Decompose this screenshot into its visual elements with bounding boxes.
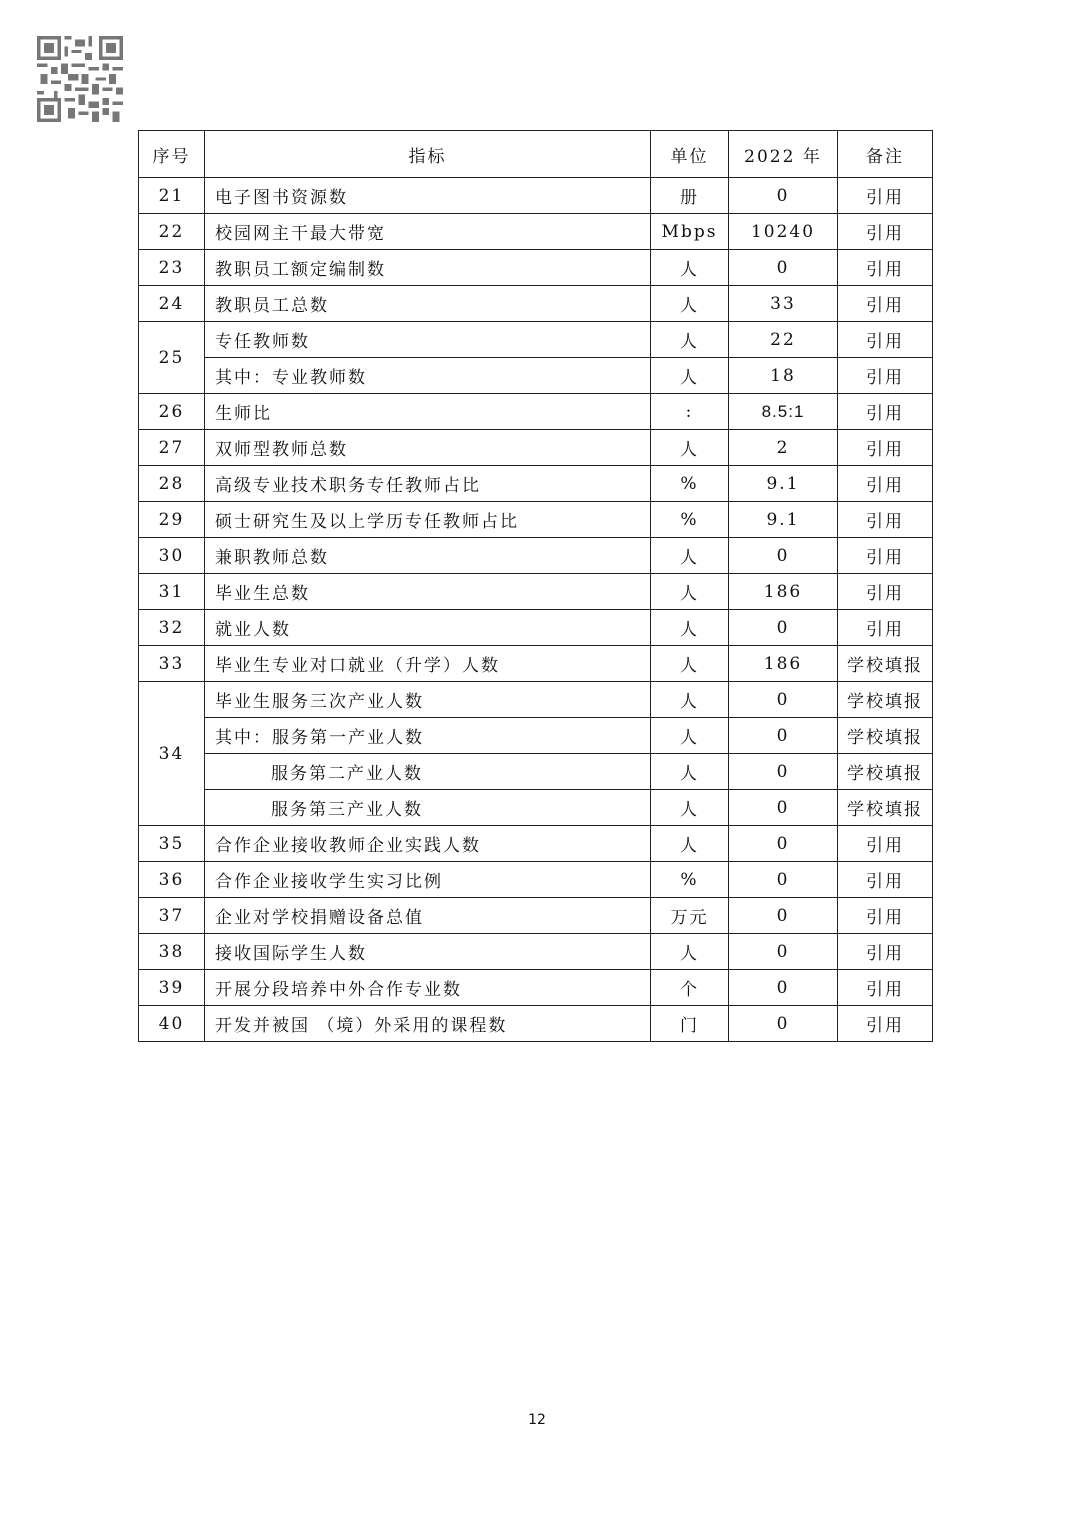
row-value: 0	[729, 718, 838, 754]
page-number: 12	[528, 1412, 546, 1428]
row-no: 36	[139, 862, 205, 898]
row-note: 引用	[838, 466, 933, 502]
table-row	[139, 862, 933, 898]
row-unit: 人	[651, 826, 729, 862]
row-note: 引用	[838, 898, 933, 934]
row-no: 35	[139, 826, 205, 862]
row-value: 0	[729, 250, 838, 286]
row-no: 38	[139, 934, 205, 970]
row-value: 9.1	[729, 502, 838, 538]
row-unit: 人	[651, 682, 729, 718]
row-value: 0	[729, 970, 838, 1006]
table-row	[139, 394, 933, 430]
row-unit: %	[651, 862, 729, 898]
row-indicator: 毕业生总数	[205, 574, 651, 610]
row-value: 33	[729, 286, 838, 322]
row-unit: 人	[651, 718, 729, 754]
row-note: 学校填报	[838, 718, 933, 754]
row-note: 引用	[838, 430, 933, 466]
table-row	[139, 322, 933, 358]
row-indicator: 就业人数	[205, 610, 651, 646]
row-indicator: 硕士研究生及以上学历专任教师占比	[205, 502, 651, 538]
row-no: 25	[139, 322, 205, 394]
table-row	[139, 682, 933, 718]
row-indicator: 专任教师数	[205, 322, 651, 358]
table-row	[139, 646, 933, 682]
row-indicator: 校园网主干最大带宽	[205, 214, 651, 250]
row-indicator: 双师型教师总数	[205, 430, 651, 466]
row-value: 2	[729, 430, 838, 466]
row-no: 21	[139, 178, 205, 214]
row-unit: 人	[651, 322, 729, 358]
row-indicator: 合作企业接收教师企业实践人数	[205, 826, 651, 862]
row-note: 引用	[838, 826, 933, 862]
row-note: 引用	[838, 1006, 933, 1042]
header-year: 2022 年	[729, 131, 838, 178]
row-value: 186	[729, 574, 838, 610]
row-value: 0	[729, 862, 838, 898]
table-row	[139, 358, 933, 394]
row-note: 引用	[838, 286, 933, 322]
row-value: 10240	[729, 214, 838, 250]
row-note: 学校填报	[838, 682, 933, 718]
table-row	[139, 718, 933, 754]
table-row	[139, 214, 933, 250]
row-indicator: 企业对学校捐赠设备总值	[205, 898, 651, 934]
row-unit: 册	[651, 178, 729, 214]
row-unit: 人	[651, 538, 729, 574]
row-no: 24	[139, 286, 205, 322]
row-note: 学校填报	[838, 790, 933, 826]
row-no: 32	[139, 610, 205, 646]
row-note: 引用	[838, 214, 933, 250]
header-unit: 单位	[651, 131, 729, 178]
row-note: 引用	[838, 538, 933, 574]
row-indicator: 服务第二产业人数	[205, 754, 651, 790]
table-row	[139, 286, 933, 322]
header-no: 序号	[139, 131, 205, 178]
row-unit: 人	[651, 358, 729, 394]
table-row	[139, 466, 933, 502]
row-value: 0	[729, 790, 838, 826]
row-indicator: 高级专业技术职务专任教师占比	[205, 466, 651, 502]
row-value: 0	[729, 934, 838, 970]
table-row	[139, 934, 933, 970]
table-row	[139, 826, 933, 862]
row-no: 31	[139, 574, 205, 610]
row-value: 186	[729, 646, 838, 682]
row-unit: 人	[651, 430, 729, 466]
row-value: 0	[729, 178, 838, 214]
row-unit: %	[651, 502, 729, 538]
row-indicator: 电子图书资源数	[205, 178, 651, 214]
row-no: 22	[139, 214, 205, 250]
row-note: 引用	[838, 934, 933, 970]
row-indicator: 兼职教师总数	[205, 538, 651, 574]
row-no: 40	[139, 1006, 205, 1042]
row-note: 学校填报	[838, 754, 933, 790]
row-no: 33	[139, 646, 205, 682]
row-unit: 人	[651, 610, 729, 646]
row-value: 0	[729, 682, 838, 718]
row-value: 8.5:1	[729, 394, 838, 430]
row-no: 39	[139, 970, 205, 1006]
table-row	[139, 574, 933, 610]
row-note: 引用	[838, 862, 933, 898]
row-value: 0	[729, 538, 838, 574]
table-header-row	[139, 131, 933, 178]
row-no: 29	[139, 502, 205, 538]
row-unit: 人	[651, 790, 729, 826]
row-indicator: 毕业生专业对口就业（升学）人数	[205, 646, 651, 682]
row-value: 0	[729, 898, 838, 934]
row-note: 引用	[838, 970, 933, 1006]
table-row	[139, 538, 933, 574]
header-note: 备注	[838, 131, 933, 178]
row-indicator: 合作企业接收学生实习比例	[205, 862, 651, 898]
row-unit: 人	[651, 250, 729, 286]
row-indicator: 开展分段培养中外合作专业数	[205, 970, 651, 1006]
row-note: 引用	[838, 250, 933, 286]
row-unit: 门	[651, 1006, 729, 1042]
indicator-table	[138, 130, 933, 1042]
row-note: 引用	[838, 358, 933, 394]
row-indicator: 其中：服务第一产业人数	[205, 718, 651, 754]
row-indicator: 其中：专业教师数	[205, 358, 651, 394]
row-note: 学校填报	[838, 646, 933, 682]
row-value: 9.1	[729, 466, 838, 502]
row-unit: 人	[651, 646, 729, 682]
row-unit: 人	[651, 934, 729, 970]
row-no: 30	[139, 538, 205, 574]
row-no: 23	[139, 250, 205, 286]
row-unit: 人	[651, 286, 729, 322]
table-row	[139, 970, 933, 1006]
row-value: 0	[729, 826, 838, 862]
table-row	[139, 754, 933, 790]
row-indicator: 开发并被国 （境）外采用的课程数	[205, 1006, 651, 1042]
row-no: 37	[139, 898, 205, 934]
table-row	[139, 898, 933, 934]
row-no: 26	[139, 394, 205, 430]
table-row	[139, 790, 933, 826]
row-note: 引用	[838, 322, 933, 358]
row-unit: 个	[651, 970, 729, 1006]
row-unit: :	[651, 394, 729, 430]
row-note: 引用	[838, 394, 933, 430]
row-value: 0	[729, 754, 838, 790]
row-value: 0	[729, 610, 838, 646]
row-unit: %	[651, 466, 729, 502]
row-value: 18	[729, 358, 838, 394]
row-indicator: 服务第三产业人数	[205, 790, 651, 826]
row-note: 引用	[838, 574, 933, 610]
row-note: 引用	[838, 610, 933, 646]
row-unit: Mbps	[651, 214, 729, 250]
row-note: 引用	[838, 502, 933, 538]
row-indicator: 毕业生服务三次产业人数	[205, 682, 651, 718]
table-row	[139, 610, 933, 646]
table-row	[139, 502, 933, 538]
row-unit: 人	[651, 754, 729, 790]
table-row	[139, 1006, 933, 1042]
row-indicator: 教职员工额定编制数	[205, 250, 651, 286]
header-indicator: 指标	[205, 131, 651, 178]
table-row	[139, 250, 933, 286]
row-no: 27	[139, 430, 205, 466]
row-unit: 万元	[651, 898, 729, 934]
row-no: 28	[139, 466, 205, 502]
row-indicator: 接收国际学生人数	[205, 934, 651, 970]
row-note: 引用	[838, 178, 933, 214]
qr-code-icon	[37, 36, 123, 122]
table-row	[139, 430, 933, 466]
row-unit: 人	[651, 574, 729, 610]
row-value: 22	[729, 322, 838, 358]
row-value: 0	[729, 1006, 838, 1042]
row-indicator: 教职员工总数	[205, 286, 651, 322]
table-row	[139, 178, 933, 214]
row-indicator: 生师比	[205, 394, 651, 430]
row-no: 34	[139, 682, 205, 826]
